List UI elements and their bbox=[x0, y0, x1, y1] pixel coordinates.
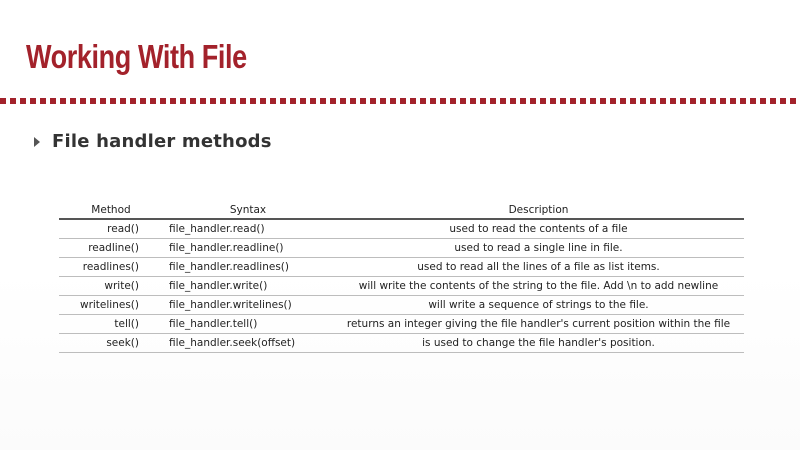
slide-title: Working With File bbox=[26, 38, 247, 75]
cell-syntax: file_handler.readline() bbox=[163, 238, 333, 257]
file-methods-table bbox=[59, 202, 744, 353]
cell-description: will write the contents of the string to the file. Add \n to add newline bbox=[333, 276, 744, 295]
cell-method: writelines() bbox=[59, 295, 163, 314]
cell-method: write() bbox=[59, 276, 163, 295]
table-row bbox=[59, 238, 744, 257]
cell-syntax: file_handler.tell() bbox=[163, 314, 333, 333]
cell-method: readline() bbox=[59, 238, 163, 257]
cell-description: will write a sequence of strings to the file. bbox=[333, 295, 744, 314]
cell-syntax: file_handler.readlines() bbox=[163, 257, 333, 276]
cell-description: used to read all the lines of a file as list items. bbox=[333, 257, 744, 276]
cell-method: tell() bbox=[59, 314, 163, 333]
cell-description: returns an integer giving the file handler's current position within the file bbox=[333, 314, 744, 333]
cell-syntax: file_handler.writelines() bbox=[163, 295, 333, 314]
cell-description: used to read a single line in file. bbox=[333, 238, 744, 257]
table-row bbox=[59, 276, 744, 295]
cell-description: used to read the contents of a file bbox=[333, 219, 744, 238]
table-header-row bbox=[59, 202, 744, 219]
triangle-bullet-icon bbox=[34, 137, 40, 147]
table-row bbox=[59, 295, 744, 314]
bullet-text: File handler methods bbox=[52, 131, 272, 152]
header-syntax: Syntax bbox=[163, 202, 333, 219]
table-row bbox=[59, 314, 744, 333]
cell-description: is used to change the file handler's position. bbox=[333, 333, 744, 352]
cell-method: readlines() bbox=[59, 257, 163, 276]
cell-syntax: file_handler.write() bbox=[163, 276, 333, 295]
title-divider bbox=[0, 98, 800, 104]
cell-syntax: file_handler.seek(offset) bbox=[163, 333, 333, 352]
cell-method: read() bbox=[59, 219, 163, 238]
header-method: Method bbox=[59, 202, 163, 219]
table-row bbox=[59, 333, 744, 352]
header-description: Description bbox=[333, 202, 744, 219]
cell-method: seek() bbox=[59, 333, 163, 352]
bullet-item bbox=[34, 131, 272, 152]
table-row bbox=[59, 257, 744, 276]
cell-syntax: file_handler.read() bbox=[163, 219, 333, 238]
table-row bbox=[59, 219, 744, 238]
